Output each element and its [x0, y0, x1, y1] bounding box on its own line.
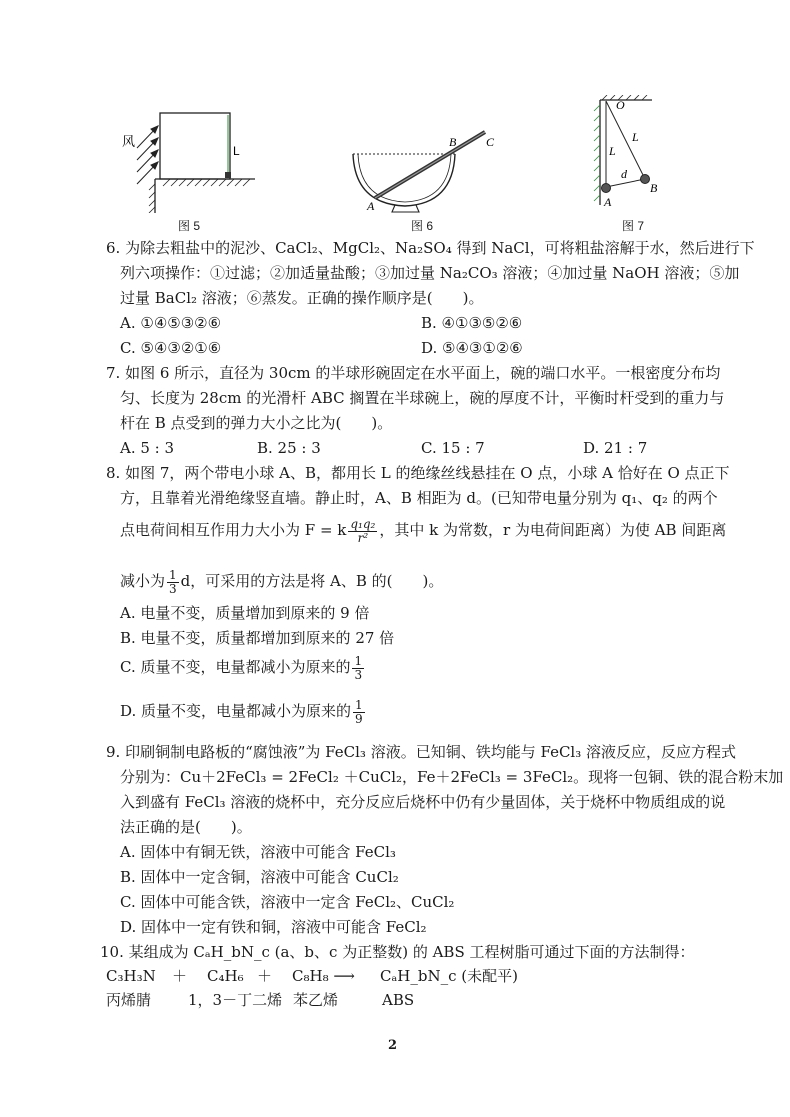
q7-line-3: 杆在 B 点受到的弹力大小之比为( )。	[120, 414, 393, 432]
q7-option-a: A. 5 : 3	[120, 439, 175, 457]
length-label: L	[233, 144, 240, 158]
q6-option-d: D. ⑤④③①②⑥	[421, 339, 523, 357]
q10-plus-1: ＋	[172, 967, 188, 985]
q6-line-1: 6. 为除去粗盐中的泥沙、CaCl₂、MgCl₂、Na₂SO₄ 得到 NaCl，可将粗盐溶解于水，然后进行下	[106, 239, 755, 257]
q6-option-b: B. ④①③⑤②⑥	[421, 314, 523, 332]
q10-product: CₐH_bN_c (未配平)	[380, 967, 518, 985]
figure-5	[115, 108, 265, 213]
q8-line-3b: ，其中 k 为常数，r 为电荷间距离）为使 AB 间距离	[379, 521, 727, 539]
figure-5-caption: 图 5	[178, 219, 201, 233]
q10-name-1: 丙烯腈	[106, 991, 152, 1009]
q10-name-3: 苯乙烯	[293, 991, 339, 1009]
ball-a	[602, 184, 611, 193]
q8-option-c-text: C. 质量不变，电量都减小为原来的	[120, 658, 351, 676]
q6-option-a: A. ①④⑤③②⑥	[120, 314, 222, 332]
q7-line-2: 匀、长度为 28cm 的光滑杆 ABC 搁置在半球碗上，碗的厚度不计，平衡时杆受到的重力与	[120, 389, 725, 407]
coulomb-fraction	[348, 518, 377, 545]
q8-line-3	[120, 515, 726, 545]
page-number: 2	[388, 1038, 398, 1053]
q9-option-c: C. 固体中可能含铁，溶液中一定含 FeCl₂、CuCl₂	[120, 893, 455, 911]
option-d-numerator: 1	[355, 697, 363, 712]
q9-option-a: A. 固体中有铜无铁，溶液中可能含 FeCl₃	[120, 843, 396, 861]
q10-plus-2: ＋	[257, 967, 273, 985]
q7-option-b: B. 25 : 3	[257, 439, 321, 457]
q8-line-2: 方，且靠着光滑绝缘竖直墙。静止时，A、B 相距为 d。(已知带电量分别为 q₁、q₂ 的两个	[120, 489, 718, 507]
point-a-label: A	[367, 199, 375, 213]
figure-7	[590, 95, 670, 215]
point-b-label: B	[449, 135, 457, 149]
q7-option-d: D. 21 : 7	[583, 439, 648, 457]
third-denominator: 3	[169, 581, 177, 596]
coulomb-denominator: r²	[357, 530, 369, 545]
q9-option-b: B. 固体中一定含铜，溶液中可能含 CuCl₂	[120, 868, 399, 886]
point-a-label: A	[604, 195, 612, 209]
q8-line-3a: 点电荷间相互作用力大小为 F = k	[120, 521, 347, 539]
q9-line-3: 入到盛有 FeCl₃ 溶液的烧杯中，充分反应后烧杯中仍有少量固体，关于烧杯中物质组成的说	[120, 793, 726, 811]
point-o-label: O	[616, 98, 625, 112]
third-fraction	[167, 569, 179, 596]
q10-line-1: 10. 某组成为 CₐH_bN_c (a、b、c 为正整数) 的 ABS 工程树脂可通过下面的方法制得：	[100, 943, 695, 961]
q7-line-1: 7. 如图 6 所示，直径为 30cm 的半球形碗固定在水平面上，碗的端口水平。一根密度分布均	[106, 364, 721, 382]
q9-line-4: 法正确的是( )。	[120, 818, 252, 836]
q8-line-4a: 减小为	[120, 572, 166, 590]
q7-option-c: C. 15 : 7	[421, 439, 485, 457]
q8-line-1: 8. 如图 7，两个带电小球 A、B，都用长 L 的绝缘丝线悬挂在 O 点，小球 A 恰好在 O 点正下	[106, 464, 730, 482]
label-l-right: L	[632, 130, 639, 144]
q10-reactant-3: C₈H₈ ⟶	[292, 967, 355, 985]
pivot-corner	[225, 172, 231, 178]
q9-option-d: D. 固体中一定有铁和铜，溶液中可能含 FeCl₂	[120, 918, 427, 936]
q8-option-d	[120, 696, 367, 726]
q6-line-2: 列六项操作：①过滤；②加适量盐酸；③加过量 Na₂CO₃ 溶液；④加过量 NaOH 溶液；⑤加	[120, 264, 740, 282]
q10-name-4: ABS	[382, 991, 415, 1009]
q9-line-1: 9. 印刷铜制电路板的“腐蚀液”为 FeCl₃ 溶液。已知铜、铁均能与 FeCl₃ 溶液反应，反应方程式	[106, 743, 736, 761]
q8-option-d-text: D. 质量不变，电量都减小为原来的	[120, 702, 352, 720]
block	[160, 113, 230, 179]
option-d-denominator: 9	[355, 711, 363, 726]
q8-option-a: A. 电量不变，质量增加到原来的 9 倍	[120, 604, 370, 622]
option-c-fraction	[352, 655, 364, 682]
q8-option-b: B. 电量不变，质量都增加到原来的 27 倍	[120, 629, 395, 647]
option-c-numerator: 1	[354, 653, 363, 668]
q10-name-2: 1，3－丁二烯	[188, 991, 283, 1009]
figure-7-caption: 图 7	[622, 219, 645, 233]
wind-label: 风	[122, 135, 136, 150]
label-d: d	[621, 167, 627, 181]
q6-line-3: 过量 BaCl₂ 溶液；⑥蒸发。正确的操作顺序是( )。	[120, 289, 484, 307]
q10-reactant-2: C₄H₆	[207, 967, 244, 985]
point-c-label: C	[486, 135, 495, 149]
q8-line-4	[120, 566, 443, 596]
figure-6-caption: 图 6	[411, 219, 434, 233]
q9-line-2: 分别为：Cu＋2FeCl₃ = 2FeCl₂ ＋CuCl₂，Fe＋2FeCl₃ = 3FeCl₂。现将一包铜、铁的混合粉末加	[120, 768, 784, 786]
q8-line-4b: d，可采用的方法是将 A、B 的( )。	[180, 572, 444, 590]
label-l-left: L	[609, 144, 616, 158]
figure-6	[345, 122, 505, 214]
coulomb-numerator: q₁q₂	[350, 516, 376, 531]
ball-b	[641, 175, 650, 184]
q10-reactant-1: C₃H₃N	[106, 967, 156, 985]
q6-option-c: C. ⑤④③②①⑥	[120, 339, 222, 357]
third-numerator: 1	[169, 567, 177, 582]
point-b-label: B	[650, 181, 658, 195]
option-d-fraction	[353, 699, 365, 726]
q8-option-c	[120, 652, 366, 682]
option-c-denominator: 3	[354, 667, 363, 682]
